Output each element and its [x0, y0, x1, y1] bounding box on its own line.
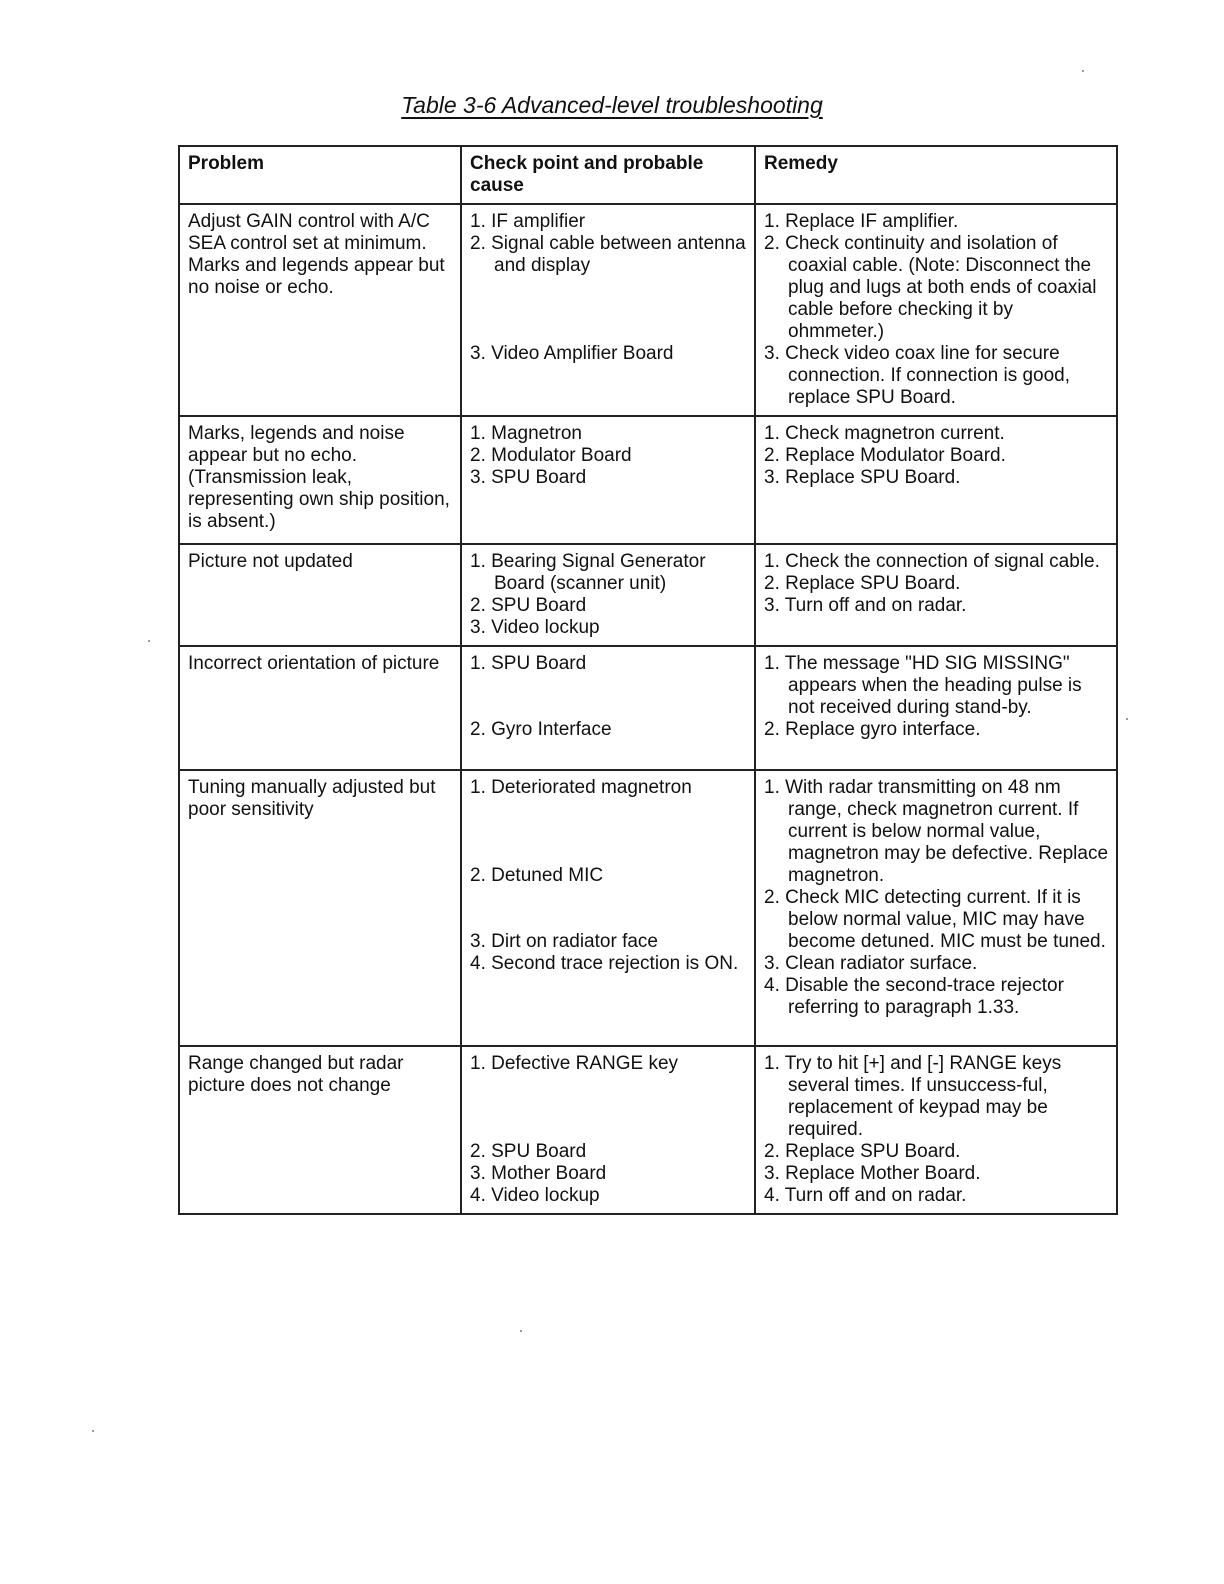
remedy-item: 3. Turn off and on radar.: [764, 595, 967, 616]
check-cell: [461, 416, 755, 544]
scan-speck: [92, 1430, 94, 1432]
table-row: [179, 646, 1117, 770]
check-cell: [461, 544, 755, 646]
header-check-point: Check point and probable cause: [461, 146, 755, 204]
remedy-item: 1. The message "HD SIG MISSING" appears when the heading pulse is not received during stand-by.: [764, 653, 1082, 718]
table-row: [179, 416, 1117, 544]
check-cell: [461, 1046, 755, 1214]
check-item: 3. Video lockup: [470, 617, 600, 638]
remedy-item: 2. Check MIC detecting current. If it is below normal value, MIC may have become detuned. MIC must be tuned.: [764, 887, 1106, 952]
header-problem: Problem: [179, 146, 461, 204]
check-item: 2. Gyro Interface: [470, 719, 612, 740]
check-item: 1. Defective RANGE key: [470, 1053, 679, 1074]
remedy-item: 1. Check magnetron current.: [764, 423, 1005, 444]
check-item: 2. Signal cable between antenna and display: [470, 233, 746, 276]
table-row: [179, 544, 1117, 646]
remedy-item: 2. Replace SPU Board.: [764, 1141, 961, 1162]
problem-cell: Incorrect orientation of picture: [179, 646, 461, 770]
header-row: [179, 146, 1117, 204]
problem-cell: Adjust GAIN control with A/C SEA control set at minimum. Marks and legends appear but no noise or echo.: [179, 204, 461, 416]
table-row: [179, 204, 1117, 416]
check-item: 4. Video lockup: [470, 1185, 600, 1206]
problem-cell: Picture not updated: [179, 544, 461, 646]
scan-speck: [520, 1330, 522, 1332]
check-item: 3. Video Amplifier Board: [470, 343, 674, 364]
check-item: 3. Mother Board: [470, 1163, 607, 1184]
table-row: [179, 1046, 1117, 1214]
table-row: [179, 770, 1117, 1046]
check-item: 2. SPU Board: [470, 595, 587, 616]
check-item: 3. SPU Board: [470, 467, 587, 488]
check-item: 1. Deteriorated magnetron: [470, 777, 692, 798]
remedy-item: 3. Check video coax line for secure connection. If connection is good, replace SPU Board.: [764, 343, 1071, 408]
remedy-item: 2. Replace gyro interface.: [764, 719, 981, 740]
remedy-item: 2. Replace Modulator Board.: [764, 445, 1006, 466]
remedy-item: 2. Replace SPU Board.: [764, 573, 961, 594]
check-cell: [461, 646, 755, 770]
troubleshooting-table: [178, 145, 1118, 1215]
check-item: 3. Dirt on radiator face: [470, 931, 658, 952]
check-item: 1. Magnetron: [470, 423, 582, 444]
table-title: Table 3-6 Advanced-level troubleshooting: [401, 92, 823, 118]
remedy-item: 2. Check continuity and isolation of coaxial cable. (Note: Disconnect the plug and lugs at both ends of coaxial cable before checking it by ohmmeter.): [764, 233, 1097, 342]
check-item: 1. IF amplifier: [470, 211, 586, 232]
remedy-item: 1. Replace IF amplifier.: [764, 211, 959, 232]
remedy-cell: [755, 544, 1117, 646]
check-cell: [461, 204, 755, 416]
remedy-item: 3. Clean radiator surface.: [764, 953, 978, 974]
remedy-item: 1. With radar transmitting on 48 nm range, check magnetron current. If current is below normal value, magnetron may be defective. Replace magnetron.: [764, 777, 1109, 886]
scan-speck: [148, 640, 150, 642]
remedy-cell: [755, 204, 1117, 416]
scan-speck: [1126, 718, 1128, 720]
scan-speck: [1082, 70, 1084, 72]
remedy-item: 3. Replace Mother Board.: [764, 1163, 981, 1184]
remedy-item: 1. Check the connection of signal cable.: [764, 551, 1100, 572]
check-item: 2. Detuned MIC: [470, 865, 604, 886]
check-item: 4. Second trace rejection is ON.: [470, 953, 739, 974]
check-item: 1. Bearing Signal Generator Board (scanner unit): [470, 551, 706, 594]
check-item: 2. SPU Board: [470, 1141, 587, 1162]
remedy-cell: [755, 770, 1117, 1046]
check-item: 1. SPU Board: [470, 653, 587, 674]
remedy-cell: [755, 1046, 1117, 1214]
problem-cell: Range changed but radar picture does not change: [179, 1046, 461, 1214]
problem-cell: Marks, legends and noise appear but no echo. (Transmission leak, representing own ship position, is absent.): [179, 416, 461, 544]
remedy-item: 4. Turn off and on radar.: [764, 1185, 967, 1206]
remedy-cell: [755, 646, 1117, 770]
remedy-item: 1. Try to hit [+] and [-] RANGE keys several times. If unsuccess-ful, replacement of keypad may be required.: [764, 1053, 1062, 1140]
header-remedy: Remedy: [755, 146, 1117, 204]
problem-cell: Tuning manually adjusted but poor sensitivity: [179, 770, 461, 1046]
remedy-item: 3. Replace SPU Board.: [764, 467, 961, 488]
check-item: 2. Modulator Board: [470, 445, 632, 466]
remedy-item: 4. Disable the second-trace rejector referring to paragraph 1.33.: [764, 975, 1064, 1018]
remedy-cell: [755, 416, 1117, 544]
check-cell: [461, 770, 755, 1046]
